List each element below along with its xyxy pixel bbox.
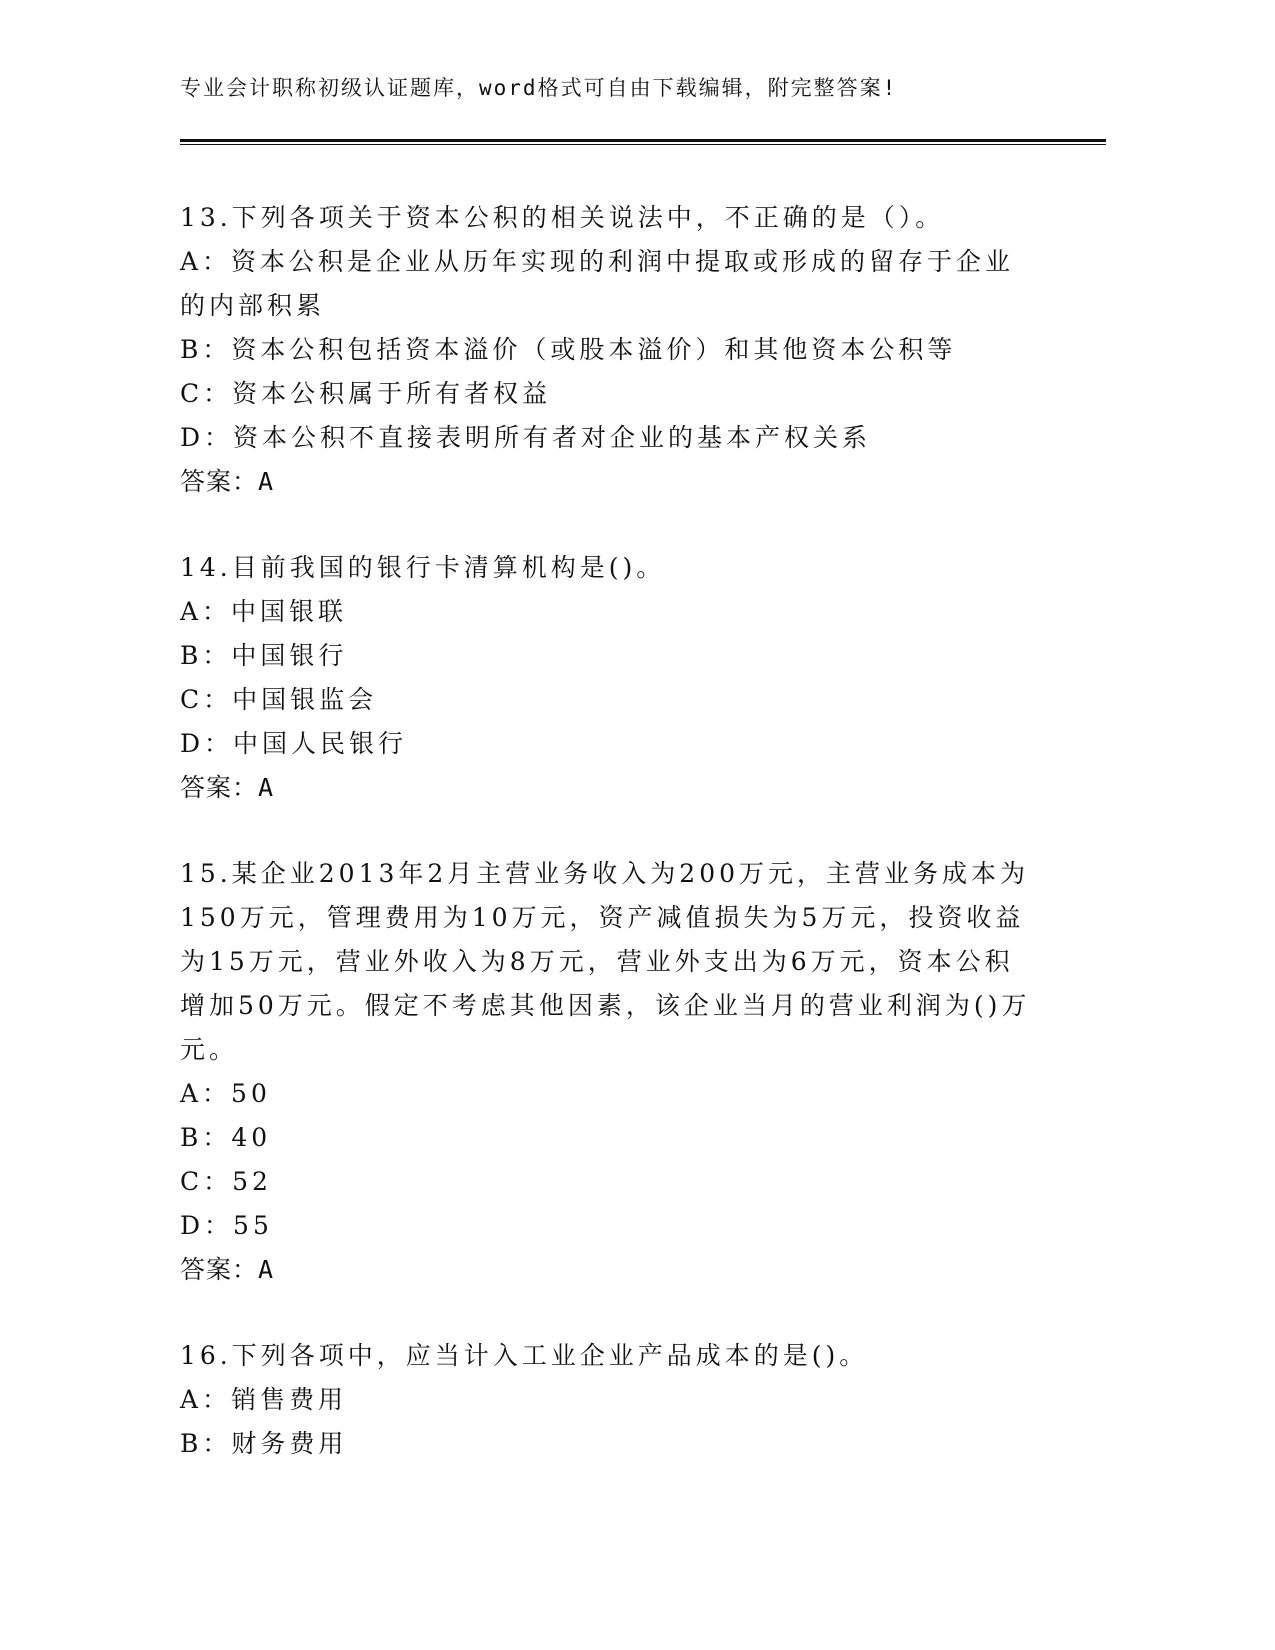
answer-line <box>180 766 1040 810</box>
option-b: B：资本公积包括资本溢价（或股本溢价）和其他资本公积等 <box>180 335 957 364</box>
option-a: A：中国银联 <box>180 597 348 626</box>
option-b: B：财务费用 <box>180 1429 348 1458</box>
option-a: A：销售费用 <box>180 1385 348 1414</box>
answer-label: 答案： <box>180 773 259 802</box>
answer-line <box>180 460 1040 504</box>
question-stem: 14.目前我国的银行卡清算机构是()。 <box>180 553 666 582</box>
question-stem: 13.下列各项关于资本公积的相关说法中，不正确的是（）。 <box>180 203 945 232</box>
header-rule-thin <box>180 144 1106 145</box>
option-d: D：中国人民银行 <box>180 729 408 758</box>
question-stem: 15.某企业2013年2月主营业务收入为200万元，主营业务成本为150万元，管理费用为10万元，资产减值损失为5万元，投资收益为15万元，营业外收入为8万元，营业外支出为6万元，资本公积增加50万元。假定不考虑其他因素，该企业当月的营业利润为()万元。 <box>180 859 1031 1064</box>
answer-label: 答案： <box>180 467 259 496</box>
option-b: B：40 <box>180 1123 272 1152</box>
option-c: C：中国银监会 <box>180 685 378 714</box>
option-a: A：资本公积是企业从历年实现的利润中提取或形成的留存于企业的内部积累 <box>180 247 1015 320</box>
document-header: 专业会计职称初级认证题库，word格式可自由下载编辑，附完整答案! <box>180 76 898 100</box>
question-16 <box>180 1334 1040 1466</box>
option-b: B：中国银行 <box>180 641 348 670</box>
option-c: C：52 <box>180 1167 272 1196</box>
question-15 <box>180 852 1040 1292</box>
answer-label: 答案： <box>180 1255 259 1284</box>
answer-value: A <box>258 467 275 496</box>
question-14 <box>180 546 1040 810</box>
answer-value: A <box>258 773 275 802</box>
option-d: D：资本公积不直接表明所有者对企业的基本产权关系 <box>180 423 872 452</box>
question-13 <box>180 196 1040 504</box>
option-d: D：55 <box>180 1211 273 1240</box>
answer-line <box>180 1248 1040 1292</box>
answer-value: A <box>258 1255 275 1284</box>
option-a: A：50 <box>180 1079 271 1108</box>
option-c: C：资本公积属于所有者权益 <box>180 379 552 408</box>
header-rule-thick <box>180 139 1106 142</box>
question-list <box>180 196 1040 1508</box>
question-stem: 16.下列各项中，应当计入工业企业产品成本的是()。 <box>180 1341 869 1370</box>
